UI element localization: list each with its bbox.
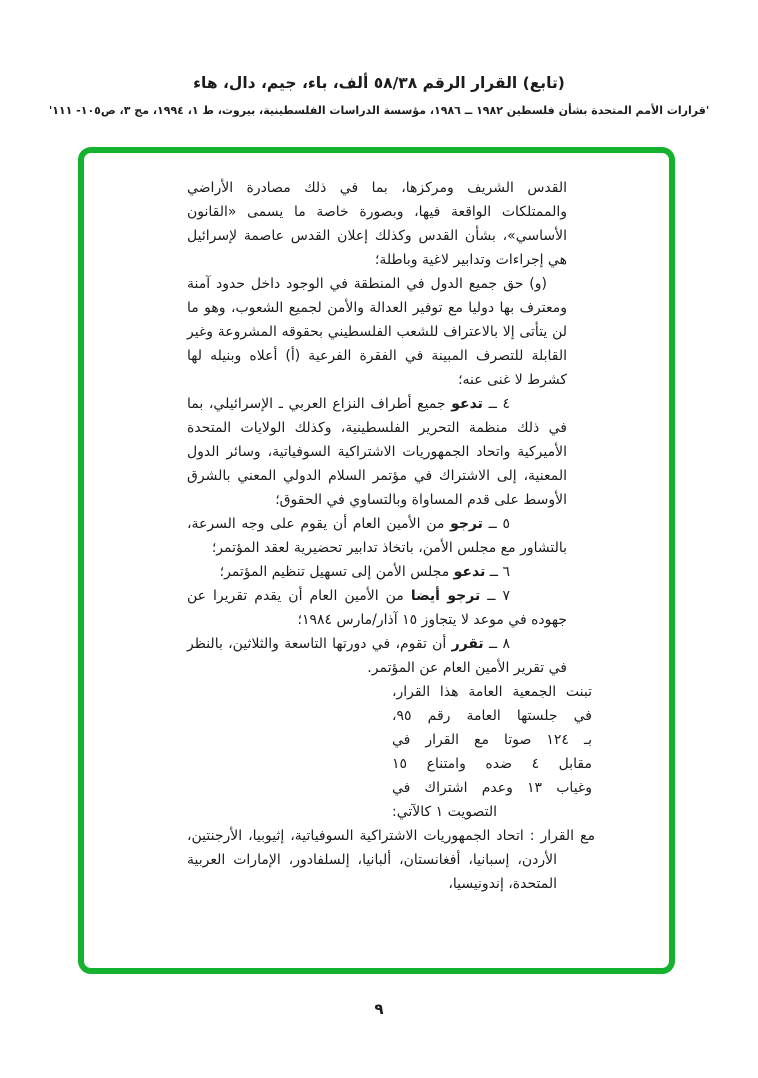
page-number: ٩ (374, 1000, 384, 1018)
paragraph: ٧ ــ ترجو أيضا من الأمين العام أن يقدم تقريرا عن جهوده في موعد لا يتجاوز ١٥ آذار/مارس ١٩٨٤؛ (187, 588, 567, 628)
adoption-note-line: التصويت ١ كالآتي: (392, 804, 498, 820)
paragraph: ٦ ــ تدعو مجلس الأمن إلى تسهيل تنظيم المؤتمر؛ (219, 564, 510, 580)
paragraph: (و) حق جميع الدول في المنطقة في الوجود داخل حدود آمنة ومعترف بها دوليا مع توفير العدالة والأمن لجميع الشعوب، وهو ما لن يتأتى إلا بالاعتراف للشعب الفلسطيني بحقوقه المشروعة وغير القابلة للتصرف المبينة في الفقرة الفرعية (أ) أعلاه وبنيله لها كشرط لا غنى عنه؛ (187, 276, 567, 388)
page-header-title: (تابع) القرار الرقم ٥٨/٣٨ ألف، باء، جيم، دال، هاء (193, 74, 565, 92)
paragraph: ٤ ــ تدعو جميع أطراف النزاع العربي ـ الإسرائيلي، بما في ذلك منظمة التحرير الفلسطينية، وكذلك الولايات المتحدة الأميركية واتحاد الجمهوريات الاشتراكية السوفياتية، وسائر الدول المعنية، إلى الاشتراك في مؤتمر السلام الدولي المعني بالشرق الأوسط على قدم المساواة وبالتساوي في الحقوق؛ (187, 396, 567, 508)
resolution-text (187, 176, 595, 896)
adoption-note-line: تبنت الجمعية العامة هذا القرار، (392, 684, 592, 700)
vote-with-resolution: مع القرار : اتحاد الجمهوريات الاشتراكية السوفياتية، إثيوبيا، الأرجنتين، الأردن، إسبانيا، أفغانستان، ألبانيا، إلسلفادور، الإمارات العربية المتحدة، إندونيسيا، (187, 828, 595, 892)
source-citation: 'قرارات الأمم المتحدة بشأن فلسطين ١٩٨٢ ــ ١٩٨٦، مؤسسة الدراسات الفلسطينية، بيروت، ط ١، ١٩٩٤، مج ٣، ص١٠٥- ١١١' (48, 104, 710, 117)
adoption-note-line: في جلستها العامة رقم ٩٥، (392, 708, 592, 724)
adoption-note-line: بـ ١٢٤ صوتا مع القرار في (392, 732, 592, 748)
paragraph: ٥ ــ ترجو من الأمين العام أن يقوم على وجه السرعة، بالتشاور مع مجلس الأمن، باتخاذ تدابير تحضيرية لعقد المؤتمر؛ (187, 516, 567, 556)
adoption-note-line: مقابل ٤ ضده وامتناع ١٥ (392, 756, 593, 772)
adoption-note-line: وغياب ١٣ وعدم اشتراك في (392, 780, 593, 796)
paragraph: ٨ ــ تقرر أن تقوم، في دورتها التاسعة والثلاثين، بالنظر في تقرير الأمين العام عن المؤتمر. (187, 636, 567, 676)
adoption-note (392, 680, 592, 824)
paragraph: القدس الشريف ومركزها، بما في ذلك مصادرة الأراضي والممتلكات الواقعة فيها، وبصورة خاصة ما يسمى «القانون الأساسي»، بشأن القدس وكذلك إعلان القدس عاصمة لإسرائيل هي إجراءات وتدابير لاغية وباطلة؛ (187, 180, 567, 268)
